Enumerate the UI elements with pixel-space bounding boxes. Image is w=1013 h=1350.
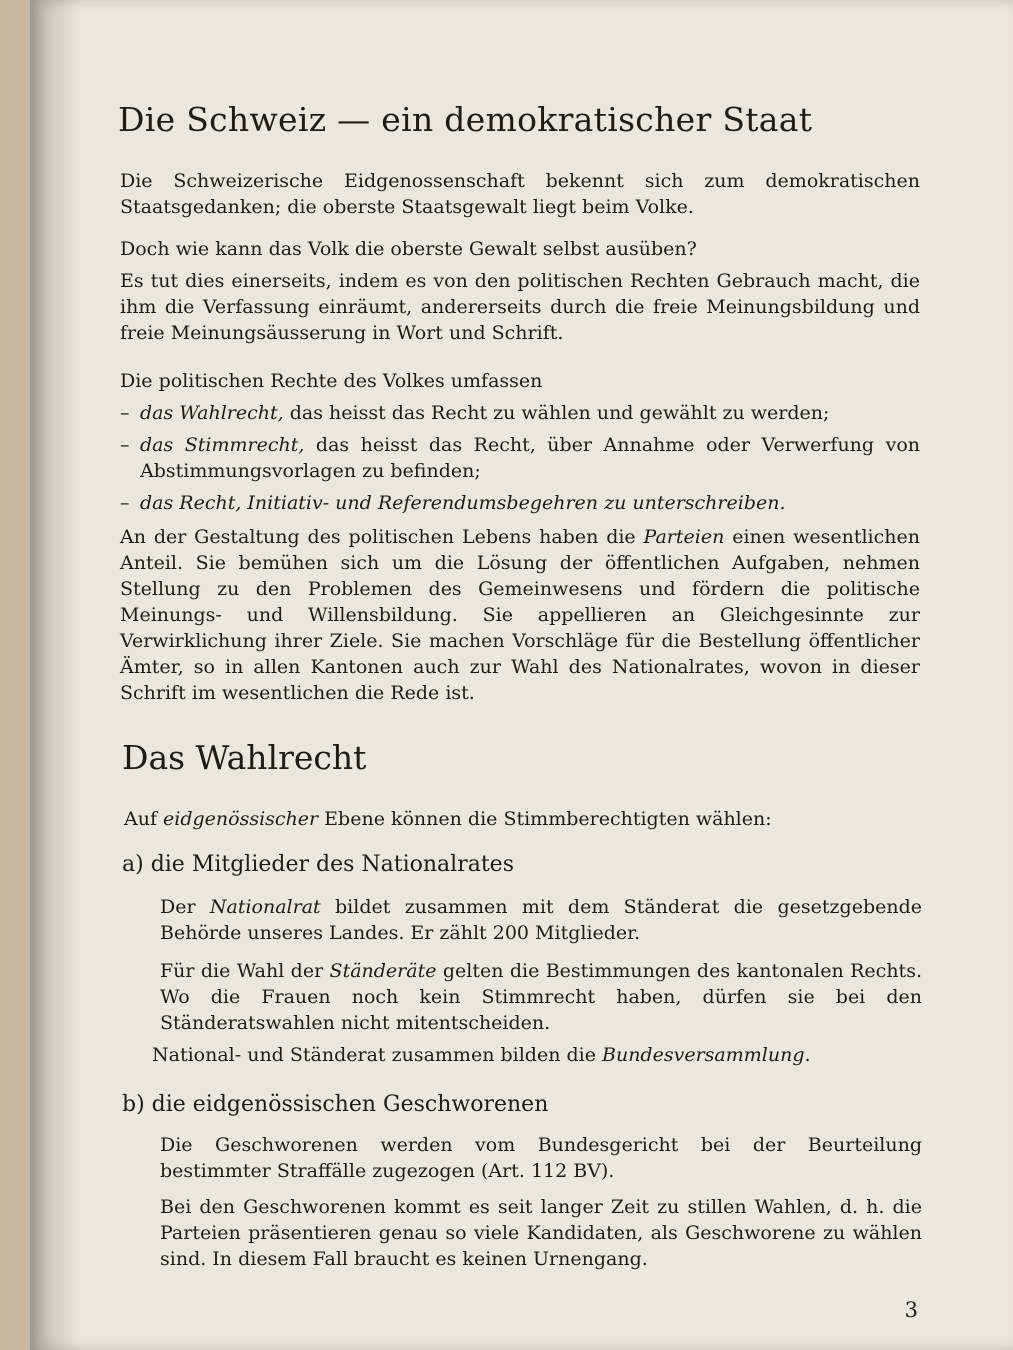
text: National- und Ständerat zusammen bilden die	[152, 1044, 602, 1066]
subheading-geschworene: b) die eidgenössischen Geschworenen	[122, 1092, 549, 1117]
paragraph-stille-wahlen: Bei den Geschworenen kommt es seit langer Zeit zu stillen Wahlen, d. h. die Parteien präsentieren genau so viele Kandidaten, als Geschworene zu wählen sind. In diesem Fall braucht es keinen Urnengang.	[160, 1196, 922, 1270]
book-page	[30, 0, 1013, 1350]
text: Für die Wahl der	[160, 960, 330, 982]
rights-intro: Die politischen Rechte des Volkes umfassen	[120, 370, 543, 392]
heading-democratic-state: Die Schweiz — ein demokratischer Staat	[118, 100, 813, 139]
page-number: 3	[904, 1298, 918, 1322]
list-dash: –	[120, 492, 130, 514]
term-nationalrat: Nationalrat	[209, 896, 321, 918]
term-staenderaete: Ständeräte	[329, 960, 437, 982]
list-item-wahlrecht	[140, 400, 920, 426]
text: .	[804, 1044, 811, 1066]
paragraph-question: Doch wie kann das Volk die oberste Gewalt selbst ausüben?	[120, 238, 697, 260]
list-item-initiative	[140, 490, 920, 516]
paragraph-confederation: Die Schweizerische Eidgenossenschaft bekennt sich zum demokratischen Staatsgedanken; die oberste Staatsgewalt liegt beim Volke.	[120, 170, 920, 218]
paragraph-federal-level	[124, 806, 924, 832]
text: bildet zusammen mit dem Ständerat die gesetzgebende Behörde unseres Landes. Er zählt 200 Mitglieder.	[160, 896, 922, 944]
list-item-text: das heisst das Recht, über Annahme oder Verwerfung von Abstimmungsvorlagen zu befinden;	[140, 434, 921, 482]
subheading-nationalrat: a) die Mitglieder des Nationalrates	[122, 852, 514, 877]
paragraph-bundesversammlung	[152, 1042, 922, 1068]
text: Der	[160, 896, 210, 918]
term-bundesversammlung: Bundesversammlung	[602, 1044, 805, 1066]
text: gelten die Bestimmungen des kantonalen Rechts. Wo die Frauen noch kein Stimmrecht haben, dürfen sie bei den Ständeratswahlen nicht mitentscheiden.	[160, 960, 922, 1034]
term-eidgenoessischer: eidgenössischer	[163, 808, 319, 830]
text: Auf	[124, 808, 164, 830]
heading-wahlrecht: Das Wahlrecht	[122, 738, 367, 777]
paragraph-political-rights-usage: Es tut dies einerseits, indem es von den politischen Rechten Gebrauch macht, die ihm die Verfassung einräumt, andererseits durch die freie Meinungsbildung und freie Meinungsäusserung in Wort und Schrift.	[120, 270, 920, 344]
term-stimmrecht: das Stimmrecht,	[140, 434, 305, 456]
paragraph-staenderaete	[160, 958, 922, 1036]
term-initiative: das Recht, Initiativ- und Referendumsbegehren zu unterschreiben.	[140, 492, 786, 514]
list-dash: –	[120, 402, 130, 424]
paragraph-geschworene: Die Geschworenen werden vom Bundesgericht bei der Beurteilung bestimmter Straffälle zugezogen (Art. 112 BV).	[160, 1134, 922, 1182]
page-spine-shadow	[30, 0, 80, 1350]
term-wahlrecht: das Wahlrecht,	[140, 402, 284, 424]
list-item-stimmrecht	[140, 432, 920, 484]
list-item-text: das heisst das Recht zu wählen und gewählt zu werden;	[283, 402, 830, 424]
paragraph-nationalrat	[160, 894, 922, 946]
list-dash: –	[120, 434, 130, 456]
text: einen wesentlichen Anteil. Sie bemühen sich um die Lösung der öffentlichen Aufgaben, nehmen Stellung zu den Problemen des Gemeinwesens und fördern die politische Meinungs- und Willensbildung. Sie appellieren an Gleichgesinnte zur Verwirklichung ihrer Ziele. Sie machen Vorschläge für die Bestellung öffentlicher Ämter, so in allen Kantonen auch zur Wahl des Nationalrates, wovon in dieser Schrift im wesentlichen die Rede ist.	[120, 526, 920, 704]
term-parteien: Parteien	[643, 526, 725, 548]
text: An der Gestaltung des politischen Lebens haben die	[120, 526, 644, 548]
paragraph-parties	[120, 524, 920, 706]
text: Ebene können die Stimmberechtigten wählen:	[318, 808, 772, 830]
